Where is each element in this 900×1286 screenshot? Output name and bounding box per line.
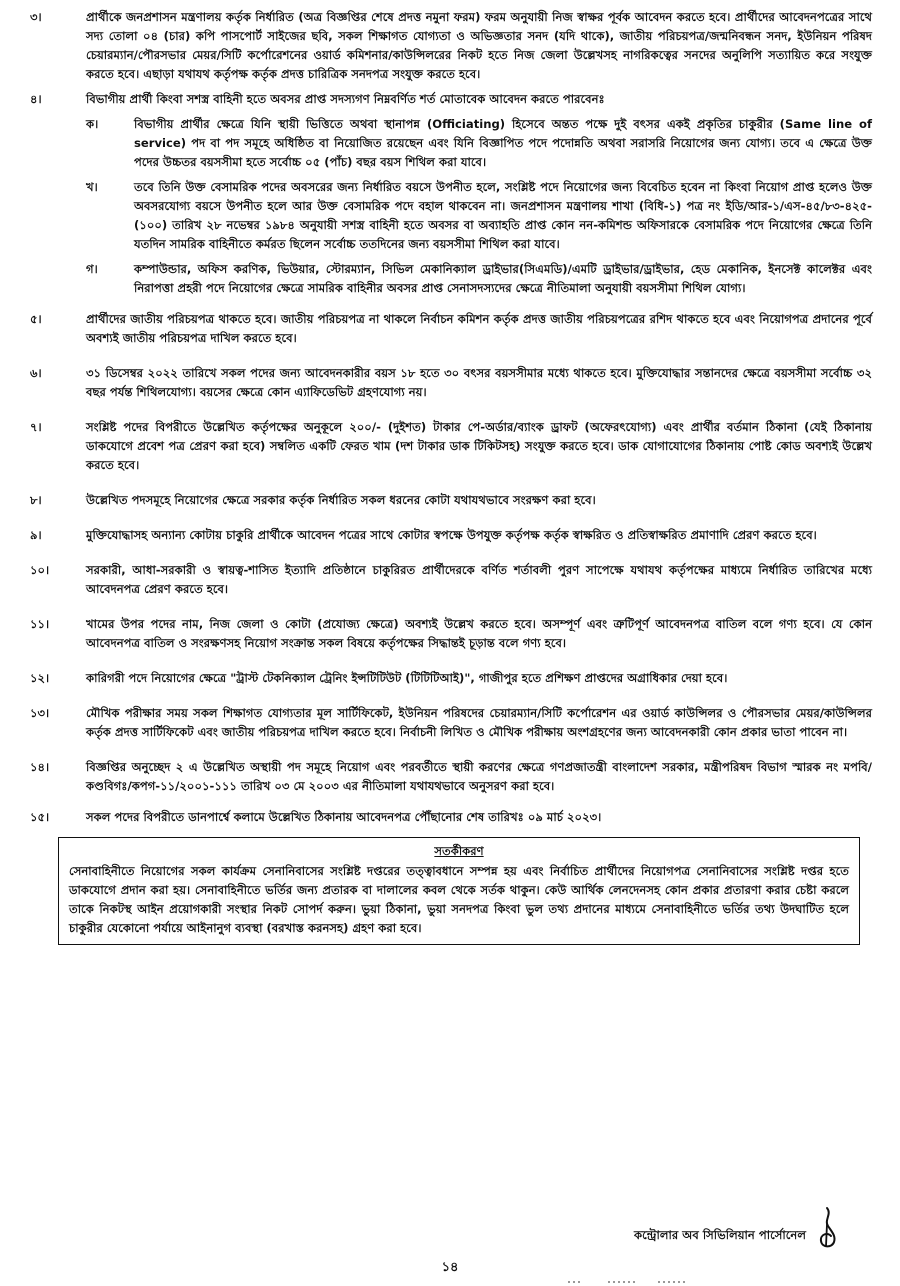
page-number: ১৪ (441, 1260, 459, 1275)
clause-4 (30, 90, 872, 109)
clause-text: বিজ্ঞপ্তির অনুচ্ছেদ ২ এ উল্লেখিত অস্থায়ী পদ সমূহে নিয়োগ এবং পরবর্তীতে স্থায়ী করণের ক্ষেত্রে গণপ্রজাতন্ত্রী বাংলাদেশ সরকার, মন্ত্রীপরিষদ বিভাগ স্মারক নং মপবি/কণ্ডবিগঃ/কপগ-১১/২০০১-১১১ তারিখ ০৩ মে ২০০৩ এর নীতিমালা যথাযথভাবে অনুসরণ করা হবে। (86, 760, 872, 793)
clause-text: প্রার্থীকে জনপ্রশাসন মন্ত্রণালয় কর্তৃক নির্ধারিত (অত্র বিজ্ঞপ্তির শেষে প্রদত্ত নমুনা ফরম) ফরম অনুযায়ী নিজ স্বাক্ষর পূর্বক আবেদন করতে হবে। প্রার্থীদের আবেদনপত্রের সাথে সদ্য তোলা ০৪ (চার) কপি পাসপোর্ট সাইজের ছবি, সকল শিক্ষাগত যোগ্যতা ও অভিজ্ঞতার সনদ (যদি থাকে), জাতীয় পরিচয়পত্র/জন্মনিবন্ধন সনদ, ইউনিয়ন পরিষদ চেয়ারম্যান/পৌরসভার মেয়র/সিটি কর্পোরেশনের ওয়ার্ড কমিশনার/কাউন্সিলরের নিকট হতে নিজ জেলা উল্লেখসহ নাগরিকত্বের সনদের অনুলিপি সত্যায়িত করে সংযুক্ত করতে হবে। এছাড়া যথাযথ কর্তৃপক্ষ কর্তৃক প্রদত্ত চারিত্রিক সনদপত্র সংযুক্ত করতে হবে। (86, 10, 872, 81)
clause-10 (30, 561, 872, 599)
clause-number: ১৩। (30, 706, 50, 720)
clause-11 (30, 615, 872, 653)
clause-text: খামের উপর পদের নাম, নিজ জেলা ও কোটা (প্রযোজ্য ক্ষেত্রে) অবশ্যই উল্লেখ করতে হবে। অসম্পূর্ণ এবং ত্রুটিপূর্ণ আবেদনপত্র বাতিল বলে গণ্য হবে। যে কোন আবেদনপত্র বাতিল ও সংরক্ষণসহ নিয়োগ সংক্রান্ত সকল বিষয়ে কর্তৃপক্ষের সিদ্ধান্তই চূড়ান্ত বলে গণ্য হবে। (86, 617, 872, 650)
clause-text: মুক্তিযোদ্ধাসহ অন্যান্য কোটায় চাকুরি প্রার্থীকে আবেদন পত্রের সাথে কোটার স্বপক্ষে উপযুক্ত কর্তৃপক্ষ কর্তৃক স্বাক্ষরিত ও প্রতিস্বাক্ষরিত প্রমাণাদি প্রেরণ করতে হবে। (86, 528, 817, 542)
clause-6 (30, 364, 872, 402)
clause-text: উল্লেখিত পদসমূহে নিয়োগের ক্ষেত্রে সরকার কর্তৃক নির্ধারিত সকল ধরনের কোটা যথাযথভাবে সংরক্ষণ করা হবে। (86, 493, 596, 507)
signature-icon (814, 1206, 842, 1250)
clause-text: সংশ্লিষ্ট পদের বিপরীতে উল্লেখিত কর্তৃপক্ষের অনুকূলে ২০০/- (দুইশত) টাকার পে-অর্ডার/ব্যাংক ড্রাফট (অফেরৎযোগ্য) এবং প্রার্থীর বর্তমান ঠিকানা (যেই ঠিকানায় ডাকযোগে প্রবেশ পত্র প্রেরণ করা হবে) সম্বলিত একটি ফেরত খাম (দশ টাকার ডাক টিকিটসহ) সংযুক্ত করতে হবে। ডাক যোগাযোগের ঠিকানায় পোষ্ট কোড অবশ্যই উল্লেখ করতে হবে। (86, 420, 872, 472)
signer-title: কন্ট্রোলার অব সিভিলিয়ান পার্সোনেল (634, 1228, 806, 1242)
clause-number: ৬। (30, 366, 42, 380)
clause-number: ১২। (30, 671, 50, 685)
clause-text: বিভাগীয় প্রার্থী কিংবা সশস্ত্র বাহিনী হতে অবসর প্রাপ্ত সদস্যগণ নিম্নবর্ণিত শর্ত মোতাবেক আবেদন করতে পারবেনঃ (86, 92, 605, 106)
warning-box (58, 837, 860, 945)
clause-number: ৭। (30, 420, 42, 434)
subclause-number: খ। (86, 180, 98, 194)
clause-3 (30, 8, 872, 84)
clause-number: ৪। (30, 92, 42, 106)
warning-title: সতর্কীকরণ (434, 844, 484, 858)
clause-number: ৮। (30, 493, 42, 507)
clause-text: সরকারী, আধা-সরকারী ও স্বায়ত্ব-শাসিত ইত্যাদি প্রতিষ্ঠানে চাকুরিরত প্রার্থীদেরকে বর্ণিত শর্তাবলী পুরণ সাপেক্ষে যথাযথ কর্তৃপক্ষের মাধ্যমে নির্ধারিত তারিখের মধ্যে আবেদনপত্র প্রেরণ করতে হবে। (86, 563, 872, 596)
clause-15 (30, 808, 872, 827)
warning-text: সেনাবাহিনীতে নিয়োগের সকল কার্যক্রম সেনানিবাসের সংশ্লিষ্ট দপ্তরের তত্ত্বাবধানে সম্পন্ন হয় এবং নির্বাচিত প্রার্থীদের নিয়োগপত্র সেনানিবাসের সংশ্লিষ্ট দপ্তর হতে ডাকযোগে প্রদান করা হয়। সেনাবাহিনীতে ভর্তির জন্য প্রতারক বা দালালের কবল থেকে সর্তক থাকুন। কেউ আর্থিক লেনদেনসহ কোন প্রকার প্রতারণা করার চেষ্টা করলে তাকে নিকটস্থ আইন প্রয়োগকারী সংস্থার নিকট সোপর্দ করুন। ভুয়া ঠিকানা, ভুয়া সনদপত্র কিংবা ভুল তথ্য প্রদানের মাধ্যমে সেনাবাহিনীতে ভর্তির তথ্য উদঘাটিত হলে চাকুরীর যেকোনো পর্যায়ে আইনানুগ ব্যবস্থা (বরখাস্ত করনসহ) গ্রহণ করা হবে। (69, 864, 849, 935)
clause-8 (30, 491, 872, 510)
clause-12 (30, 669, 872, 688)
signature-block (634, 1206, 842, 1250)
clause-text: কারিগরী পদে নিয়োগের ক্ষেত্রে "ট্রাস্ট টেকনিক্যাল ট্রেনিং ইন্সটিটিউট (টিটিটিআই)", গাজীপুর হতে প্রশিক্ষণ প্রাপ্তদের অগ্রাধিকার দেয়া হবে। (86, 671, 728, 685)
subclause-number: ক। (86, 117, 99, 131)
clause-text: মৌখিক পরীক্ষার সময় সকল শিক্ষাগত যোগ্যতার মূল সার্টিফিকেট, ইউনিয়ন পরিষদের চেয়ারম্যান/সিটি কর্পোরেশন এর ওয়ার্ড কাউন্সিলর ও পৌরসভার মেয়র/কাউন্সিলর কর্তৃক প্রদত্ত সার্টিফিকেট এবং জাতীয় পরিচয়পত্র দাখিল করতে হবে। নির্বাচনী লিখিত ও মৌখিক পরীক্ষায় অংশগ্রহণের জন্য আবেদনকারী কোন প্রকার ভাতা পাবেন না। (86, 706, 872, 739)
clause-13 (30, 704, 872, 742)
subclause-text: বিভাগীয় প্রার্থীর ক্ষেত্রে যিনি স্থায়ী ভিত্তিতে অথবা স্থানাপন্ন (Officiating) হিসেবে অন্তত পক্ষে দুই বৎসর একই প্রকৃতির চাকুরীর (Same line of service) পদ বা পদ সমূহে অধিষ্ঠিত বা নিয়োজিত রয়েছেন এবং যিনি বিজ্ঞাপিত পদে পদোন্নতি অথবা সরাসরি নিয়োগের জন্য যোগ্য। তবে এ ক্ষেত্রে উক্ত পদের উচ্চতর বয়সসীমা হতে সর্বোচ্চ ০৫ (পাঁচ) বছর বয়স শিথিল করা যাবে। (134, 117, 872, 169)
clause-text: সকল পদের বিপরীতে ডানপার্শ্বে কলামে উল্লেখিত ঠিকানায় আবেদনপত্র পৌঁছানোর শেষ তারিখঃ ০৯ মার্চ ২০২৩। (86, 810, 602, 824)
subclause-kha (86, 178, 872, 254)
clause-number: ১০। (30, 563, 50, 577)
subclause-number: গ। (86, 262, 98, 276)
clause-text: প্রার্থীদের জাতীয় পরিচয়পত্র থাকতে হবে। জাতীয় পরিচয়পত্র না থাকলে নির্বাচন কমিশন কর্তৃক প্রদত্ত জাতীয় পরিচয়পত্রের রশিদ থাকতে হবে এবং নিয়োগপত্র প্রদানের পূর্বে অবশ্যই জাতীয় পরিচয়পত্র দাখিল করতে হবে। (86, 312, 872, 345)
subclause-text: কম্পাউন্ডার, অফিস করণিক, ভিউয়ার, স্টোরম্যান, সিভিল মেকানিক্যাল ড্রাইভার(সিএমডি)/এমটি ড্রাইভার/ড্রাইভার, হেড মেকানিক, ইনসেক্ট কালেক্টর এবং নিরাপত্তা প্রহরী পদে নিয়োগের ক্ষেত্রে সামরিক বাহিনীর অবসর প্রাপ্ত সেনাসদস্যদের ক্ষেত্রে নীতিমালা অনুযায়ী বয়সসীমা শিথিল যোগ্য। (134, 262, 872, 295)
clause-7 (30, 418, 872, 475)
clause-text: ৩১ ডিসেম্বর ২০২২ তারিখে সকল পদের জন্য আবেদনকারীর বয়স ১৮ হতে ৩০ বৎসর বয়সসীমার মধ্যে থাকতে হবে। মুক্তিযোদ্ধার সন্তানদের ক্ষেত্রে বয়সসীমা সর্বোচ্চ ৩২ বছর পর্যন্ত শিথিলযোগ্য। বয়সের ক্ষেত্রে কোন এ্যাফিডেভিট গ্রহণযোগ্য নয়। (86, 366, 872, 399)
clause-number: ১১। (30, 617, 50, 631)
clause-number: ৯। (30, 528, 42, 542)
clause-9 (30, 526, 872, 545)
clause-number: ৩। (30, 10, 42, 24)
clause-number: ৫। (30, 312, 42, 326)
clause-number: ১৫। (30, 810, 50, 824)
clause-5 (30, 310, 872, 348)
scan-edge-marks (568, 1276, 688, 1286)
subclause-ga (86, 260, 872, 298)
subclause-ka (86, 115, 872, 172)
clause-number: ১৪। (30, 760, 50, 774)
subclause-text: তবে তিনি উক্ত বেসামরিক পদের অবসরের জন্য নির্ধারিত বয়সে উপনীত হলে, সংশ্লিষ্ট পদে নিয়োগের জন্য বিবেচিত হবেন না কিংবা নিয়োগ প্রাপ্ত হলেও উক্ত অবসরযোগ্য বয়সে উপনীত হলে আর উক্ত বেসামরিক পদে বহাল থাকবেন না। জনপ্রশাসন মন্ত্রণালয় শাখা (বিধি-১) পত্র নং ইডি/আর-১/এস-৪৫/৮৩-৪২৫-(১০০) তারিখ ২৮ নভেম্বর ১৯৮৪ অনুযায়ী সশস্ত্র বাহিনী হতে অবসর বা অব্যাহতি প্রাপ্ত কোন নন-কমিশন্ড অফিসারকে বেসামরিক পদে নিয়োগের ক্ষেত্রে তিনি যতদিন সামরিক বাহিনীতে কর্মরত ছিলেন সর্বোচ্চ ততদিনের জন্য বয়সসীমা শিথিল করা যাবে। (134, 180, 872, 251)
clause-14 (30, 758, 872, 796)
